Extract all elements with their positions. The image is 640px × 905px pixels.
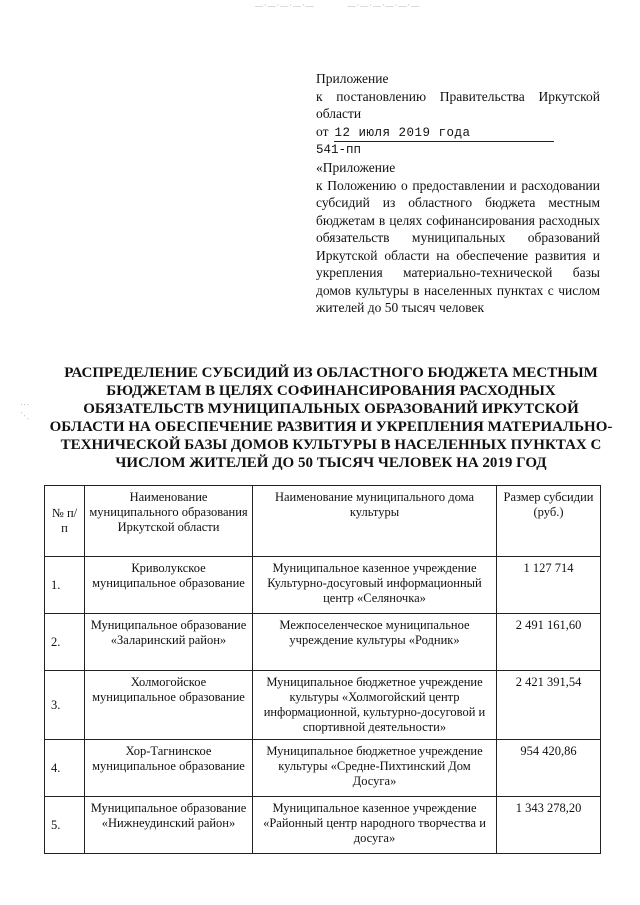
date-value: 12 июля 2019 года: [334, 126, 554, 142]
row-amount: 1 127 714: [497, 557, 601, 614]
row-amount: 954 420,86: [497, 740, 601, 797]
row-house: Муниципальное бюджетное учреждение культуры «Средне-Пихтинский Дом Досуга»: [253, 740, 497, 797]
scan-header-marks: [255, 1, 450, 10]
table-row: [45, 671, 601, 740]
row-house: Межпоселенческое муниципальное учреждение культуры «Родник»: [253, 614, 497, 671]
appendix-subtitle: «Приложение: [316, 160, 396, 175]
table-row: [45, 740, 601, 797]
row-num: 3.: [45, 671, 85, 740]
table-header-row: [45, 486, 601, 557]
row-amount: 2 421 391,54: [497, 671, 601, 740]
scan-mark-2: —·—·—·—·—·—: [347, 1, 420, 10]
header-num: № п/п: [45, 486, 85, 557]
row-num: 2.: [45, 614, 85, 671]
appendix-date: [316, 123, 600, 142]
table-row: [45, 614, 601, 671]
appendix-resolution: к постановлению Правительства Иркутской области: [316, 88, 600, 121]
row-municipality: Криволукское муниципальное образование: [85, 557, 253, 614]
appendix-text: к Положению о предоставлении и расходовании субсидий из областного бюджета местным бюджетам в целях софинансирования расходных обязательств муниципальных образований Иркутской области на обеспечение развития и укрепления материально-технической базы домов культуры в населенных пунктах с числом жителей до 50 тысяч человек: [316, 177, 600, 315]
row-num: 1.: [45, 557, 85, 614]
appendix-title: Приложение: [316, 71, 389, 86]
row-amount: 1 343 278,20: [497, 797, 601, 854]
row-house: Муниципальное казенное учреждение Культурно-досуговый информационный центр «Селяночка»: [253, 557, 497, 614]
row-num: 5.: [45, 797, 85, 854]
header-house: Наименование муниципального дома культуры: [253, 486, 497, 557]
row-municipality: Хор-Тагнинское муниципальное образование: [85, 740, 253, 797]
table-row: [45, 557, 601, 614]
appendix-number: 541-пп: [316, 142, 362, 157]
row-municipality: Холмогойское муниципальное образование: [85, 671, 253, 740]
document-title: РАСПРЕДЕЛЕНИЕ СУБСИДИЙ ИЗ ОБЛАСТНОГО БЮДЖЕТА МЕСТНЫМ БЮДЖЕТАМ В ЦЕЛЯХ СОФИНАНСИРОВАНИЯ РАСХОДНЫХ ОБЯЗАТЕЛЬСТВ МУНИЦИПАЛЬНЫХ ОБРАЗОВАНИЙ ИРКУТСКОЙ ОБЛАСТИ НА ОБЕСПЕЧЕНИЕ РАЗВИТИЯ И УКРЕПЛЕНИЯ МАТЕРИАЛЬНО-ТЕХНИЧЕСКОЙ БАЗЫ ДОМОВ КУЛЬТУРЫ В НАСЕЛЕННЫХ ПУНКТАХ С ЧИСЛОМ ЖИТЕЛЕЙ ДО 50 ТЫСЯЧ ЧЕЛОВЕК НА 2019 ГОД: [49, 365, 613, 471]
row-municipality: Муниципальное образование «Нижнеудинский район»: [85, 797, 253, 854]
margin-scan-mark: ⋮ ⋰: [20, 400, 30, 421]
scan-mark-1: —·—·—·—·—: [255, 1, 315, 10]
header-amount: Размер субсидии (руб.): [497, 486, 601, 557]
row-num: 4.: [45, 740, 85, 797]
header-municipality: Наименование муниципального образования Иркутской области: [85, 486, 253, 557]
subsidy-table: [44, 485, 601, 854]
row-municipality: Муниципальное образование «Заларинский район»: [85, 614, 253, 671]
table-row: [45, 797, 601, 854]
appendix-block: [316, 70, 600, 317]
date-prefix: от: [316, 123, 329, 139]
row-amount: 2 491 161,60: [497, 614, 601, 671]
row-house: Муниципальное бюджетное учреждение культуры «Холмогойский центр информационной, культурно-досуговой и спортивной деятельности»: [253, 671, 497, 740]
row-house: Муниципальное казенное учреждение «Районный центр народного творчества и досуга»: [253, 797, 497, 854]
